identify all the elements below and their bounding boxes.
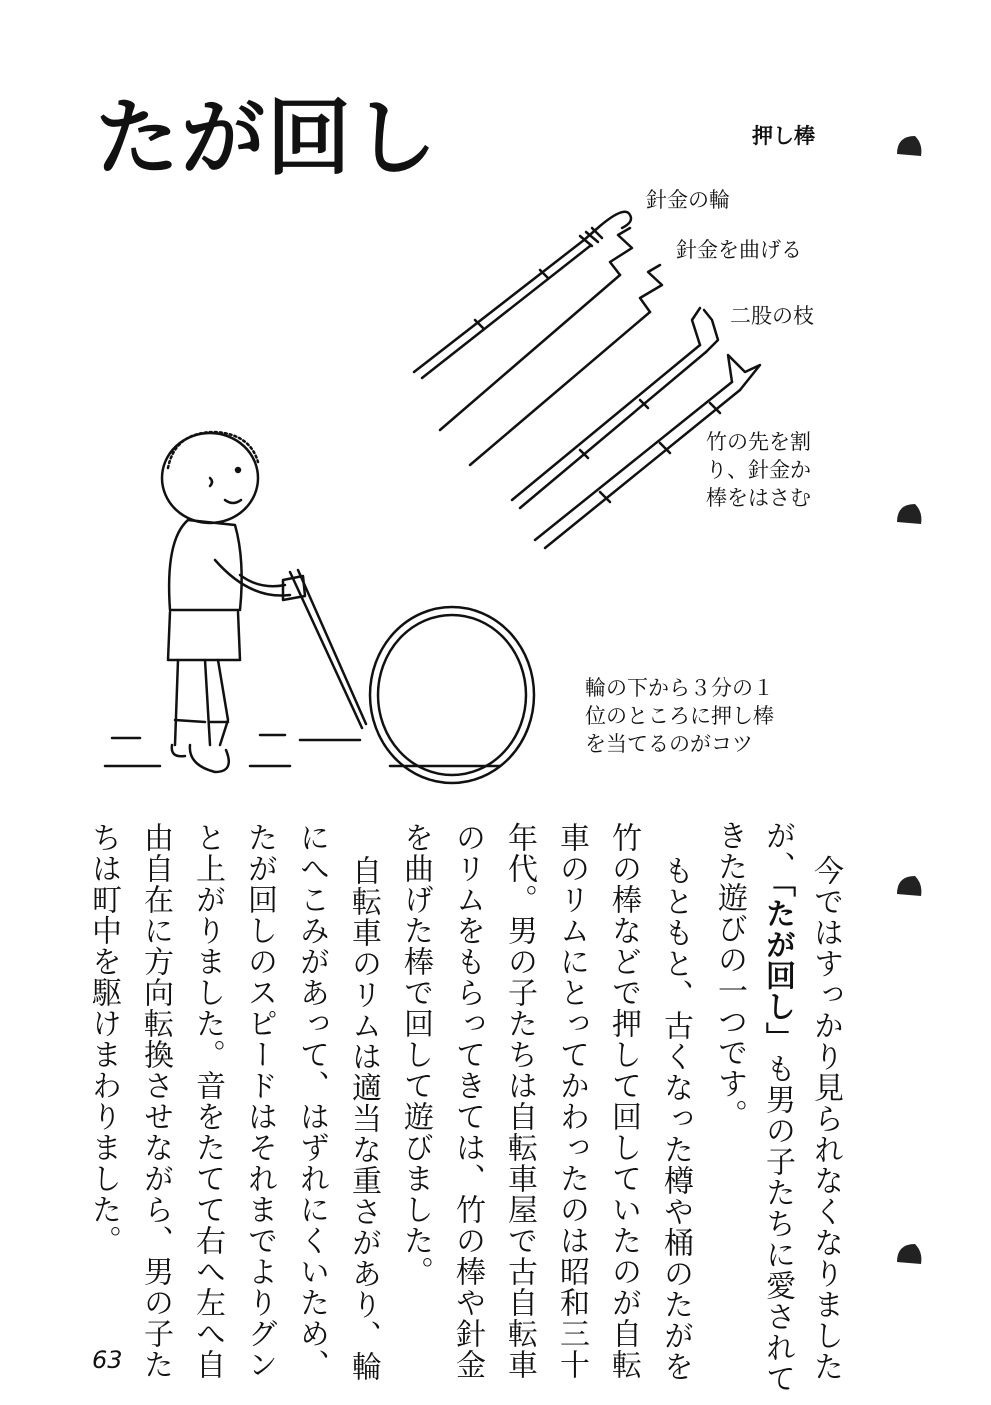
body-column-8: のリムをもらってきては、竹の棒や針金 xyxy=(450,822,485,1380)
punch-hole-decoration xyxy=(893,872,923,902)
label-tip-3: を当てるのがコツ xyxy=(585,732,753,756)
label-bamboo-3: 棒をはさむ xyxy=(706,486,811,510)
body-column-3: きた遊びの一つです。 xyxy=(712,820,747,1130)
body-column-15: ちは町中を駆けまわりました。 xyxy=(86,822,121,1256)
punch-hole-decoration xyxy=(893,132,923,162)
punch-hole-decoration xyxy=(893,500,923,530)
hoop xyxy=(370,607,534,783)
bent-wire-stick-2 xyxy=(470,265,662,465)
label-forked-branch: 二股の枝 xyxy=(730,304,814,328)
body-column-13: と上がりました。音をたてて右へ左へ自 xyxy=(190,822,225,1380)
label-push-stick: 押し棒 xyxy=(752,124,815,148)
label-bamboo-1: 竹の先を割 xyxy=(706,430,811,454)
label-bamboo-2: り、針金か xyxy=(706,458,811,482)
body-column-2-highlight: 「たが回し」 xyxy=(760,882,795,1053)
label-bent-wire: 針金を曲げる xyxy=(676,238,802,262)
body-column-1: 今ではすっかり見られなくなりました xyxy=(808,855,843,1382)
body-column-11: にへこみがあって、はずれにくいため、 xyxy=(294,822,329,1380)
body-column-5: 竹の棒などで押して回していたのが自転 xyxy=(606,822,641,1380)
body-column-7: 年代。男の子たちは自転車屋で古自転車 xyxy=(502,822,537,1380)
label-tip-1: 輪の下から３分の１ xyxy=(585,676,774,700)
page-number: 63 xyxy=(92,1346,123,1374)
body-column-2c: も男の子たちに愛されて xyxy=(760,1053,795,1394)
body-column-2a: が、 xyxy=(760,820,795,882)
push-stick xyxy=(290,572,362,728)
body-column-10: 自転車のリムは適当な重さがあり、輪 xyxy=(346,855,381,1382)
label-wire-ring: 針金の輪 xyxy=(646,188,730,212)
body-column-2 xyxy=(752,820,795,1394)
body-column-6: 車のリムにとってかわったのは昭和三十 xyxy=(554,822,589,1380)
boy-figure xyxy=(162,432,305,772)
forked-branch-stick xyxy=(512,308,718,508)
punch-hole-decoration xyxy=(893,1240,923,1270)
page-title: たが回し xyxy=(95,89,440,187)
body-column-12: たが回しのスピードはそれまでよりグン xyxy=(242,822,277,1380)
ground-line xyxy=(105,740,500,766)
body-column-4: もともと、古くなった樽や桶のたがを xyxy=(658,855,693,1382)
label-tip-2: 位のところに押し棒 xyxy=(585,704,774,728)
body-column-9: を曲げた棒で回して遊びました。 xyxy=(398,822,433,1287)
body-column-14: 由自在に方向転換させながら、男の子た xyxy=(138,822,173,1380)
